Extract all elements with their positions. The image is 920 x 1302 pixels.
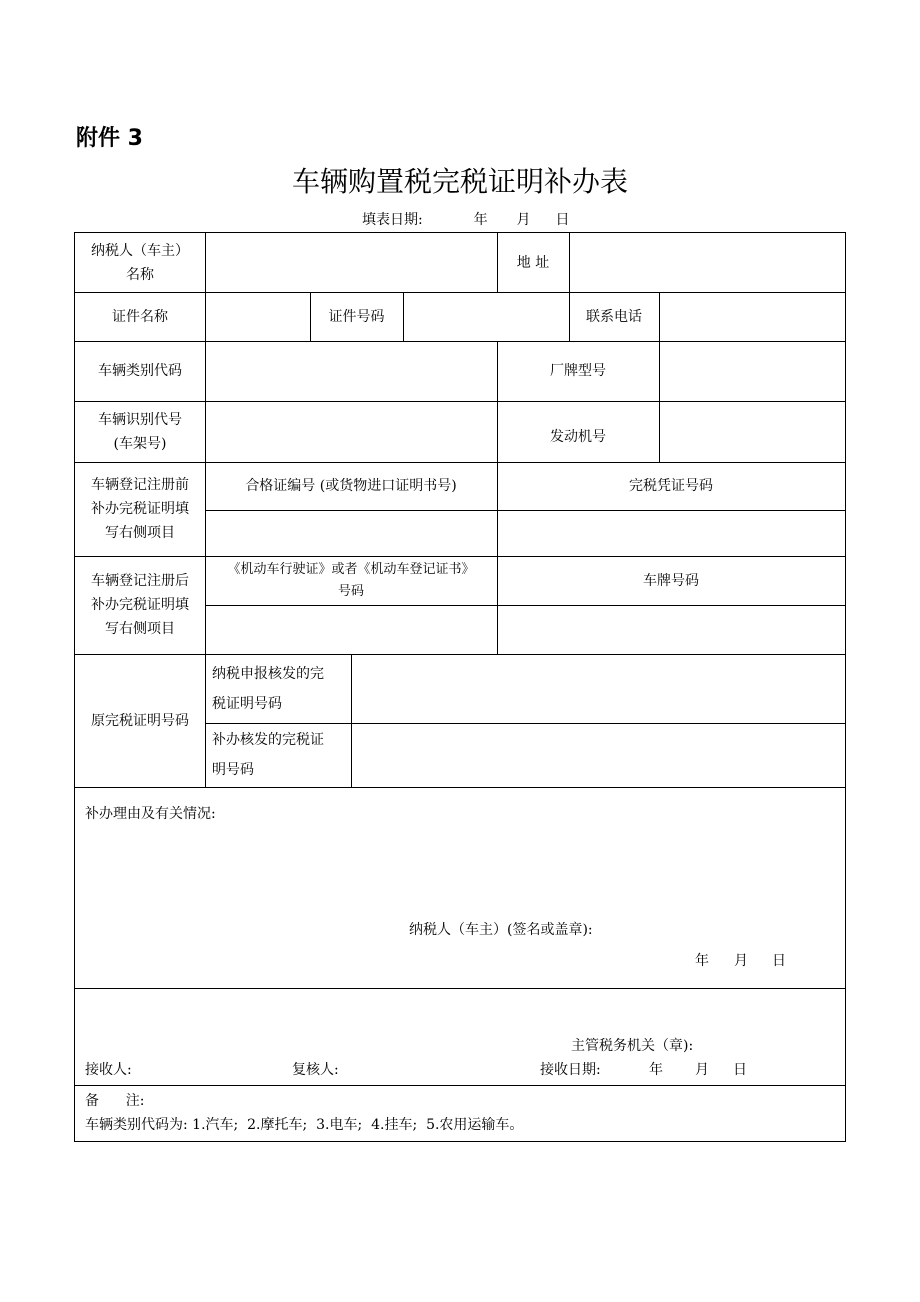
receive-date-label: 接收日期: xyxy=(540,1062,601,1078)
license-doc-number-label: 《机动车行驶证》或者《机动车登记证书》 号码 xyxy=(227,561,475,599)
declared-cert-number-field[interactable] xyxy=(352,654,845,723)
id-name-field[interactable] xyxy=(206,292,310,341)
row-divider xyxy=(75,1085,845,1086)
form-title: 车辆购置税完税证明补办表 xyxy=(291,165,628,198)
col-divider xyxy=(205,654,206,787)
engine-number-label: 发动机号 xyxy=(550,428,606,445)
brand-model-label: 厂牌型号 xyxy=(550,363,606,379)
reason-label: 补办理由及有关情况: xyxy=(85,806,216,822)
license-doc-number-field[interactable] xyxy=(206,606,497,654)
tax-voucher-number-field[interactable] xyxy=(498,511,845,556)
reissued-cert-number-label: 补办核发的完税证 明号码 xyxy=(212,732,324,778)
id-number-label: 证件号码 xyxy=(328,308,385,325)
tax-office-seal-label: 主管税务机关（章): xyxy=(571,1038,694,1054)
engine-number-field[interactable] xyxy=(660,401,845,462)
application-form xyxy=(74,232,846,1142)
reason-month: 月 xyxy=(734,953,748,969)
vin-label: 车辆识别代号 (车架号) xyxy=(98,411,182,452)
phone-field[interactable] xyxy=(660,292,845,341)
vehicle-codes-note: 车辆类别代码为: 1.汽车; 2.摩托车; 3.电车; 4.挂车; 5.农用运输车。 xyxy=(85,1117,524,1133)
declared-cert-number-label: 纳税申报核发的完 税证明号码 xyxy=(212,665,324,712)
receive-month: 月 xyxy=(695,1062,709,1078)
id-number-field[interactable] xyxy=(404,292,569,341)
original-cert-number-label: 原完税证明号码 xyxy=(91,712,189,729)
vehicle-category-code-label: 车辆类别代码 xyxy=(98,363,182,379)
fill-date xyxy=(362,209,569,229)
certificate-number-label: 合格证编号 (或货物进口证明书号) xyxy=(245,478,457,494)
reissued-cert-number-field[interactable] xyxy=(352,724,845,787)
address-label: 地 址 xyxy=(516,254,550,271)
reason-day: 日 xyxy=(772,953,786,969)
receive-day: 日 xyxy=(733,1062,747,1078)
after-registration-label: 车辆登记注册后 补办完税证明填 写右侧项目 xyxy=(91,573,189,637)
address-field[interactable] xyxy=(570,233,845,292)
remarks-label: 备 注: xyxy=(85,1093,145,1109)
tax-voucher-number-label: 完税凭证号码 xyxy=(629,478,713,494)
row-divider xyxy=(75,988,845,989)
fill-date-day: 日 xyxy=(555,212,570,228)
id-name-label: 证件名称 xyxy=(112,308,168,325)
taxpayer-name-label: 纳税人（车主） 名称 xyxy=(91,242,189,283)
plate-number-label: 车牌号码 xyxy=(643,572,699,589)
certificate-number-field[interactable] xyxy=(206,511,497,556)
taxpayer-name-field[interactable] xyxy=(206,233,497,292)
fill-date-month: 月 xyxy=(516,212,531,228)
vin-field[interactable] xyxy=(206,401,497,462)
reviewer-label: 复核人: xyxy=(292,1062,339,1078)
brand-model-field[interactable] xyxy=(660,341,845,401)
vehicle-category-code-field[interactable] xyxy=(206,341,497,401)
fill-date-year: 年 xyxy=(473,212,488,228)
attachment-label: 附件 3 xyxy=(76,126,143,151)
plate-number-field[interactable] xyxy=(498,606,845,654)
receive-year: 年 xyxy=(649,1062,663,1078)
taxpayer-signature-label: 纳税人（车主）(签名或盖章): xyxy=(409,922,593,938)
before-registration-label: 车辆登记注册前 补办完税证明填 写右侧项目 xyxy=(91,477,189,541)
reason-year: 年 xyxy=(695,953,709,969)
phone-label: 联系电话 xyxy=(586,308,642,325)
fill-date-label: 填表日期: xyxy=(362,212,423,228)
receiver-label: 接收人: xyxy=(85,1062,132,1078)
